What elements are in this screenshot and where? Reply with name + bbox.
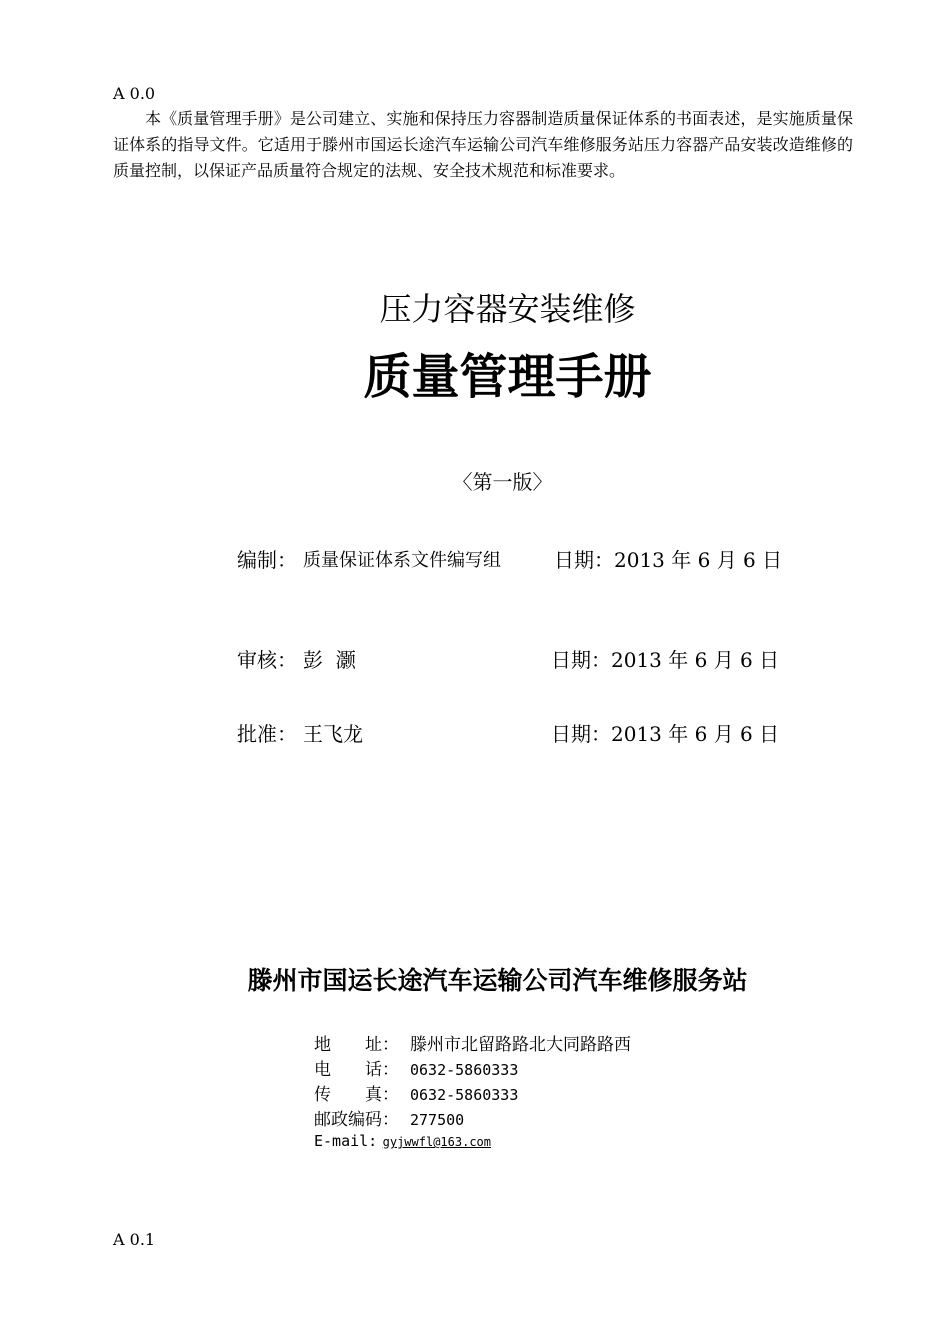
approve-label: 批准： — [237, 722, 297, 746]
postcode-value: 277500 — [410, 1111, 465, 1129]
compile-date: 日期：2013 年 6 月 6 日 — [554, 548, 783, 572]
fax-label: 传 真： — [314, 1085, 399, 1105]
address-label: 地 址： — [314, 1035, 399, 1055]
email-label: E-mail: — [314, 1132, 378, 1150]
phone-label: 电 话： — [314, 1060, 399, 1080]
review-label: 审核： — [237, 648, 297, 672]
section-code-top: A 0.0 — [113, 84, 156, 103]
review-date: 日期：2013 年 6 月 6 日 — [551, 648, 780, 672]
address-value: 滕州市北留路路北大同路路西 — [410, 1035, 631, 1055]
approve-date: 日期：2013 年 6 月 6 日 — [551, 722, 780, 746]
edition: 〈第一版〉 — [452, 470, 553, 494]
intro-paragraph: 本《质量管理手册》是公司建立、实施和保持压力容器制造质量保证体系的书面表述，是实施质量保证体系的指导文件。它适用于滕州市国运长途汽车运输公司汽车维修服务站压力容器产品安装改造维修的质量控制，以保证产品质量符合规定的法规、安全技术规范和标准要求。 — [113, 109, 853, 180]
approve-name: 王飞龙 — [303, 722, 363, 746]
phone-value: 0632-5860333 — [410, 1061, 519, 1079]
title-line-2: 质量管理手册 — [363, 349, 652, 405]
section-code-bottom: A 0.1 — [113, 1230, 156, 1249]
address-row — [314, 1030, 631, 1055]
company-name: 滕州市国运长途汽车运输公司汽车维修服务站 — [247, 966, 748, 995]
review-name: 彭 灏 — [303, 648, 356, 672]
fax-value: 0632-5860333 — [410, 1086, 519, 1104]
postcode-row — [314, 1105, 464, 1130]
postcode-label: 邮政编码： — [314, 1110, 399, 1130]
title-line-1: 压力容器安装维修 — [379, 290, 636, 328]
fax-row — [314, 1080, 518, 1105]
compile-name: 质量保证体系文件编写组 — [303, 550, 501, 571]
email-row — [314, 1131, 491, 1151]
email-link[interactable]: gyjwwfl@163.com — [382, 1135, 491, 1149]
compile-label: 编制： — [237, 548, 297, 572]
phone-row — [314, 1055, 518, 1080]
